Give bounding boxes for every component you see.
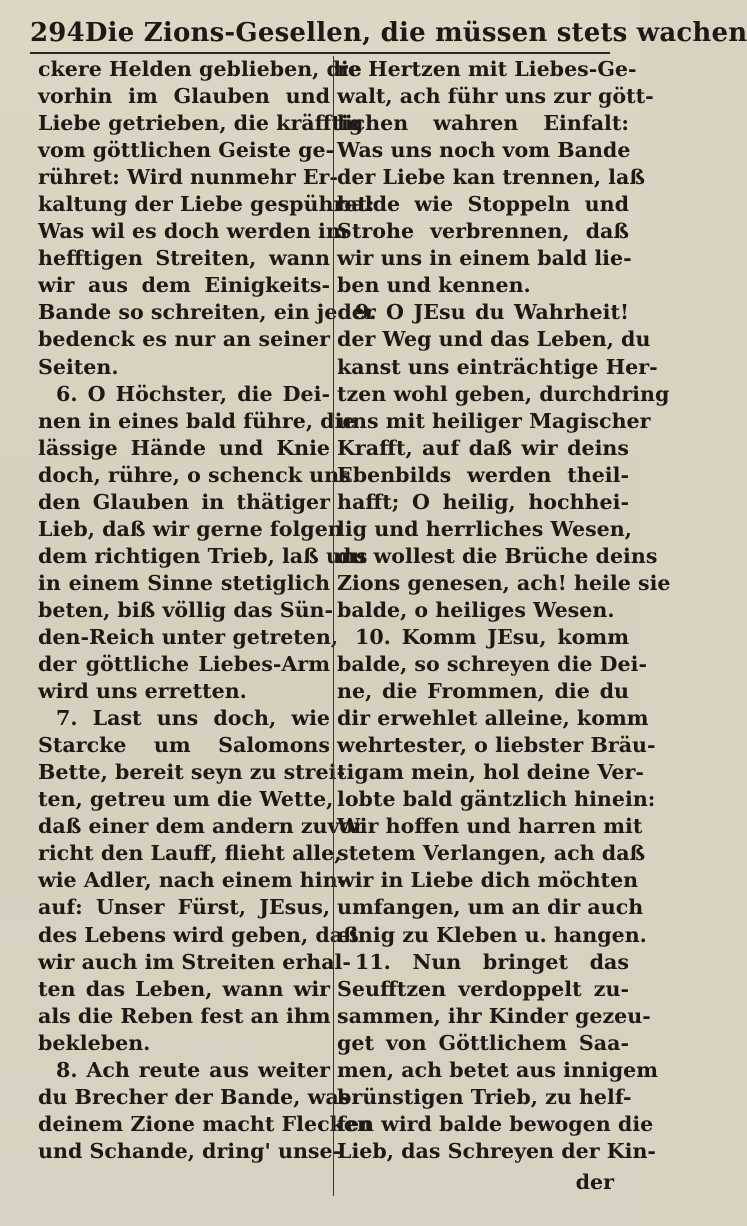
text-line: den-Reich unter getreten,	[38, 624, 339, 649]
text-line: brünstigen Trieb, zu helf-	[337, 1084, 632, 1109]
page-number: 294	[30, 18, 85, 48]
text-line: wehrtester, o liebster Bräu-	[337, 733, 656, 758]
text-line: wird uns erretten.	[38, 679, 247, 704]
text-line: kaltung der Liebe gespühret:	[38, 192, 375, 217]
right-column	[337, 56, 671, 1165]
text-line: tigam mein, hol deine Ver-	[337, 760, 644, 785]
text-line: Seufftzen verdoppelt zu-	[337, 976, 629, 1001]
text-line: wie Adler, nach einem hin-	[38, 868, 347, 893]
text-line: Lieb, daß wir gerne folgen	[38, 516, 343, 541]
text-line: balde, so schreyen die Dei-	[337, 652, 648, 677]
text-line: kanst uns einträchtige Her-	[337, 354, 658, 379]
text-line: du Brecher der Bande, was	[38, 1084, 351, 1109]
text-line: du wollest die Brüche deins	[337, 543, 658, 568]
text-line: den Glauben in thätiger	[38, 489, 330, 514]
text-line: in einem Sinne stetiglich	[38, 570, 330, 595]
text-line: ben und kennen.	[337, 273, 531, 298]
text-line: als die Reben fest an ihm	[38, 1003, 331, 1028]
text-line: 6. O Höchster, die Dei-	[56, 381, 330, 406]
text-line: balde wie Stoppeln und	[337, 192, 629, 217]
text-line: 8. Ach reute aus weiter	[56, 1057, 330, 1082]
text-line: uns mit heiliger Magischer	[337, 408, 651, 433]
text-line: lichen wahren Einfalt:	[337, 111, 629, 136]
text-line: wir uns in einem bald lie-	[337, 246, 632, 271]
text-line: umfangen, um an dir auch	[337, 895, 644, 920]
text-line: Wir hoffen und harren mit	[337, 814, 643, 839]
text-line: 7. Last uns doch, wie	[56, 706, 330, 731]
text-line: balde, o heiliges Wesen.	[337, 597, 615, 622]
text-line: 10. Komm JEsu, komm	[355, 624, 629, 649]
text-line: Lieb, das Schreyen der Kin-	[337, 1138, 656, 1163]
text-line: fen wird balde bewogen die	[337, 1111, 654, 1136]
left-column	[38, 56, 376, 1165]
text-line: vorhin im Glauben und	[38, 84, 330, 109]
catchword: der	[575, 1170, 614, 1194]
text-line: 11. Nun bringet das	[355, 949, 629, 974]
text-line: ten das Leben, wann wir	[38, 976, 330, 1001]
running-title: Die Zions-Gesellen, die müssen stets wachen	[84, 18, 747, 48]
text-line: hafft; O heilig, hochhei-	[337, 489, 629, 514]
text-line: Starcke um Salomons	[38, 733, 330, 758]
text-line: wir aus dem Einigkeits-	[38, 273, 330, 298]
text-line: rühret: Wird nunmehr Er-	[38, 165, 338, 190]
text-line: lig und herrliches Wesen,	[337, 516, 632, 541]
text-line: nen in eines bald führe, die	[38, 408, 356, 433]
text-line: Was uns noch vom Bande	[337, 138, 631, 163]
text-line: des Lebens wird geben, daß	[38, 922, 359, 947]
text-line: vom göttlichen Geiste ge-	[38, 138, 335, 163]
text-line: der Liebe kan trennen, laß	[337, 165, 645, 190]
text-line: und Schande, dring' unse-	[38, 1138, 342, 1163]
text-line: ne, die Frommen, die du	[337, 679, 629, 704]
text-line: hefftigen Streiten, wann	[38, 246, 330, 271]
text-line: richt den Lauff, flieht alle,	[38, 841, 342, 866]
text-line: Ebenbilds werden theil-	[337, 462, 629, 487]
text-line: 9. O JEsu du Wahrheit!	[355, 300, 629, 325]
text-line: tzen wohl geben, durchdring	[337, 381, 670, 406]
page-header	[30, 18, 747, 52]
text-line: ten, getreu um die Wette,	[38, 787, 334, 812]
text-line: doch, rühre, o schenck uns	[38, 462, 351, 487]
text-line: Zions genesen, ach! heile sie	[337, 570, 671, 595]
text-line: Bande so schreiten, ein jeder	[38, 300, 376, 325]
text-line: lässige Hände und Knie	[38, 435, 330, 460]
text-line: beten, biß völlig das Sün-	[38, 597, 334, 622]
text-line: dir erwehlet alleine, komm	[337, 706, 649, 731]
text-line: men, ach betet aus innigem	[337, 1057, 658, 1082]
text-line: deinem Zione macht Flecken	[38, 1111, 372, 1136]
text-line: daß einer dem andern zuvor	[38, 814, 365, 839]
text-line: sammen, ihr Kinder gezeu-	[337, 1003, 651, 1028]
column-divider	[333, 56, 334, 1196]
text-line: auf: Unser Fürst, JEsus,	[38, 895, 330, 920]
text-line: einig zu Kleben u. hangen.	[337, 922, 647, 947]
text-line: dem richtigen Trieb, laß uns	[38, 543, 368, 568]
text-line: lobte bald gäntzlich hinein:	[337, 787, 656, 812]
text-line: bedenck es nur an seiner	[38, 327, 330, 352]
text-line: stetem Verlangen, ach daß	[337, 841, 646, 866]
text-line: Krafft, auf daß wir deins	[337, 435, 629, 460]
text-line: Bette, bereit seyn zu strei-	[38, 760, 346, 785]
header-rule	[30, 52, 610, 54]
text-line: ckere Helden geblieben, die	[38, 57, 362, 81]
text-line: Seiten.	[38, 354, 119, 379]
text-line: wir in Liebe dich möchten	[337, 868, 639, 893]
text-line: der göttliche Liebes-Arm	[38, 652, 330, 677]
text-line: walt, ach führ uns zur gött-	[337, 84, 654, 109]
text-line: Liebe getrieben, die kräfftig	[38, 111, 364, 136]
text-line: Strohe verbrennen, daß	[337, 219, 629, 244]
text-line: get von Göttlichem Saa-	[337, 1030, 629, 1055]
text-line: bekleben.	[38, 1030, 151, 1055]
text-line: Was wil es doch werden im	[38, 219, 348, 244]
text-line: re Hertzen mit Liebes-Ge-	[337, 57, 637, 81]
text-line: der Weg und das Leben, du	[337, 327, 651, 352]
text-line: wir auch im Streiten erhal-	[38, 949, 351, 974]
